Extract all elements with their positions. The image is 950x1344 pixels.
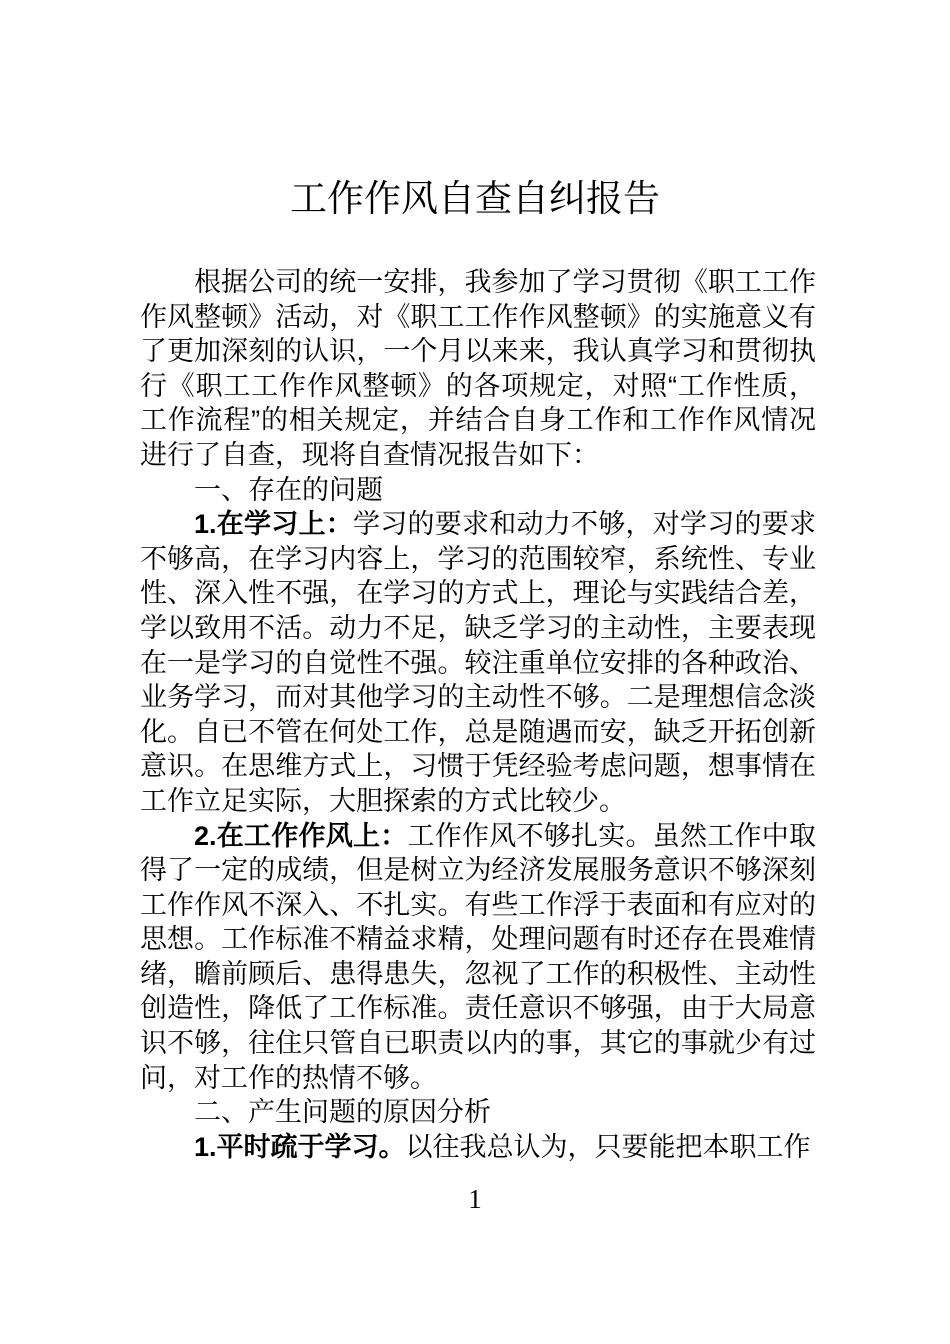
paragraph-text: 以往我总认为，只要能把本职工作 bbox=[405, 1131, 811, 1162]
paragraph-lead: 2.在工作作风上： bbox=[194, 820, 408, 851]
paragraph-text: 一、存在的问题 bbox=[194, 474, 383, 505]
paragraph bbox=[140, 1095, 816, 1130]
paragraph-lead: 1.在学习上： bbox=[194, 509, 354, 540]
document-title: 工作作风自查自纠报告 bbox=[290, 178, 660, 219]
paragraph-text: 根据公司的统一安排，我参加了学习贯彻《职工工作作风整顿》活动，对《职工工作作风整顿》的实施意义有了更加深刻的认识，一个月以来来，我认真学习和贯彻执行《职工工作作风整顿》的各项规定，对照“工作性质，工作流程”的相关规定，并结合自身工作和工作作风情况进行了自查，现将自查情况报告如下： bbox=[140, 267, 816, 470]
paragraph bbox=[140, 473, 816, 508]
paragraph bbox=[140, 507, 816, 818]
paragraph bbox=[140, 265, 816, 473]
paragraph-text: 工作作风不够扎实。虽然工作中取得了一定的成绩，但是树立为经济发展服务意识不够深刻工作作风不深入、不扎实。有些工作浮于表面和有应对的思想。工作标准不精益求精，处理问题有时还存在畏难情绪，瞻前顾后、患得患失，忽视了工作的积极性、主动性创造性，降低了工作标准。责任意识不够强，由于大局意识不够，往住只管自已职责以内的事，其它的事就少有过问，对工作的热情不够。 bbox=[140, 820, 816, 1093]
paragraph bbox=[140, 819, 816, 1096]
paragraph-text: 二、产生问题的原因分析 bbox=[194, 1097, 491, 1128]
paragraph-text: 学习的要求和动力不够，对学习的要求不够高，在学习内容上，学习的范围较窄，系统性、专业性、深入性不强，在学习的方式上，理论与实践结合差，学以致用不活。动力不足，缺乏学习的主动性，主要表现在一是学习的自觉性不强。较注重单位安排的各种政治、业务学习，而对其他学习的主动性不够。二是理想信念淡化。自已不管在何处工作，总是随遇而安，缺乏开拓创新意识。在思维方式上，习惯于凭经验考虑问题，想事情在工作立足实际，大胆探索的方式比较少。 bbox=[140, 509, 816, 816]
paragraph-lead: 1.平时疏于学习。 bbox=[194, 1131, 406, 1162]
paragraph bbox=[140, 1130, 816, 1165]
document-body bbox=[140, 265, 816, 1164]
page-number: 1 bbox=[468, 1184, 482, 1214]
